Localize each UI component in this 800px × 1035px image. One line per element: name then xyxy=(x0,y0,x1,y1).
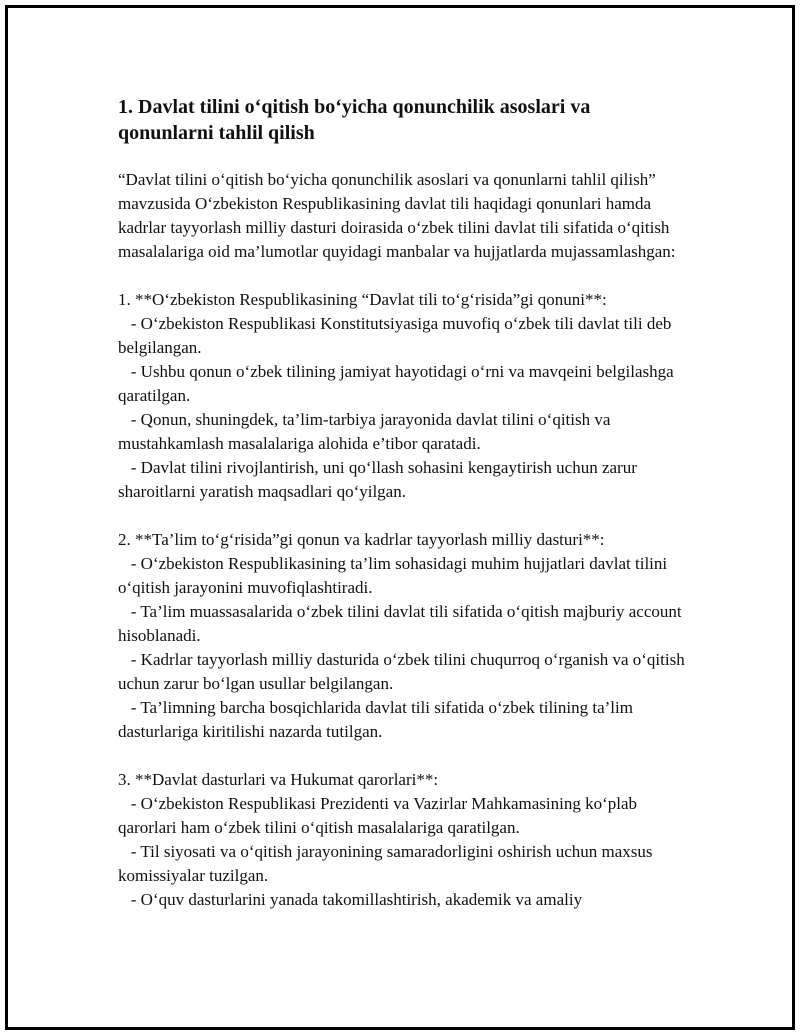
bullet-item: - Kadrlar tayyorlash milliy dasturida o‘zbek tilini chuqurroq o‘rganish va o‘qitish uchun zarur bo‘lgan usullar belgilangan. xyxy=(118,650,685,693)
section-2 xyxy=(118,528,688,744)
section-3 xyxy=(118,768,688,912)
bullet-item: - Qonun, shuningdek, ta’lim-tarbiya jarayonida davlat tilini o‘qitish va mustahkamlash masalalariga alohida e’tibor qaratadi. xyxy=(118,410,611,453)
bullet-item: - Davlat tilini rivojlantirish, uni qo‘llash sohasini kengaytirish uchun zarur sharoitlarni yaratish maqsadlari qo‘yilgan. xyxy=(118,458,637,501)
bullet-item: - Til siyosati va o‘qitish jarayonining samaradorligini oshirish uchun maxsus komissiyalar tuzilgan. xyxy=(118,842,653,885)
bullet-item: - O‘zbekiston Respublikasi Konstitutsiyasiga muvofiq o‘zbek tili davlat tili deb belgilangan. xyxy=(118,314,672,357)
bullet-item: - Ta’lim muassasalarida o‘zbek tilini davlat tili sifatida o‘qitish majburiy account hisoblanadi. xyxy=(118,602,682,645)
bullet-item: - O‘quv dasturlarini yanada takomillashtirish, akademik va amaliy xyxy=(130,890,583,909)
section-heading: 3. **Davlat dasturlari va Hukumat qarorlari**: xyxy=(118,770,439,789)
section-heading: 1. **O‘zbekiston Respublikasining “Davlat tili to‘g‘risida”gi qonuni**: xyxy=(118,290,607,309)
bullet-item: - O‘zbekiston Respublikasi Prezidenti va Vazirlar Mahkamasining ko‘plab qarorlari ham o‘zbek tilini o‘qitish masalalariga qaratilgan. xyxy=(118,794,638,837)
bullet-item: - Ushbu qonun o‘zbek tilining jamiyat hayotidagi o‘rni va mavqeini belgilashga qaratilgan. xyxy=(118,362,674,405)
document-content xyxy=(118,94,688,936)
bullet-item: - Ta’limning barcha bosqichlarida davlat tili sifatida o‘zbek tilining ta’lim dasturlariga kiritilishi nazarda tutilgan. xyxy=(118,698,633,741)
bullet-item: - O‘zbekiston Respublikasining ta’lim sohasidagi muhim hujjatlari davlat tilini o‘qitish jarayonini muvofiqlashtiradi. xyxy=(118,554,668,597)
intro-paragraph: “Davlat tilini o‘qitish bo‘yicha qonunchilik asoslari va qonunlarni tahlil qilish” mavzusida O‘zbekiston Respublikasining davlat tili haqidagi qonunlari hamda kadrlar tayyorlash milliy dasturi doirasida o‘zbek tilini davlat tili sifatida o‘qitish masalalariga oid ma’lumotlar quyidagi manbalar va hujjatlarda mujassamlashgan: xyxy=(118,170,676,261)
section-1 xyxy=(118,288,688,504)
section-heading: 2. **Ta’lim to‘g‘risida”gi qonun va kadrlar tayyorlash milliy dasturi**: xyxy=(118,530,605,549)
document-title: 1. Davlat tilini o‘qitish bo‘yicha qonunchilik asoslari va qonunlarni tahlil qilish xyxy=(118,96,591,144)
